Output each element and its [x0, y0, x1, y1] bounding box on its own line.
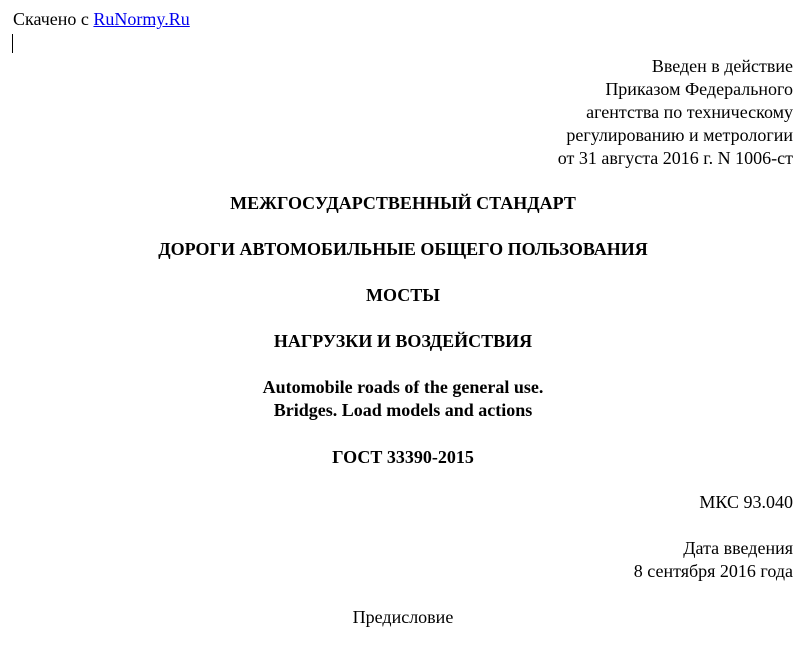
enactment-block [558, 55, 793, 170]
english-title [0, 376, 799, 422]
standard-type-heading: МЕЖГОСУДАРСТВЕННЫЙ СТАНДАРТ [230, 193, 576, 213]
enactment-line: регулированию и метрологии [566, 125, 793, 145]
title-line-3: НАГРУЗКИ И ВОЗДЕЙСТВИЯ [273, 331, 533, 351]
intro-date-value: 8 сентября 2016 года [633, 561, 793, 581]
intro-date-block [634, 537, 793, 583]
enactment-line: Приказом Федерального [605, 79, 793, 99]
title-line-2: МОСТЫ [366, 285, 440, 305]
mks-classification: МКС 93.040 [699, 492, 793, 512]
enactment-line: от 31 августа 2016 г. N 1006-ст [557, 148, 793, 168]
english-title-line-2: Bridges. Load models and actions [273, 400, 533, 420]
text-cursor [12, 34, 13, 53]
enactment-line: агентства по техническому [586, 102, 793, 122]
title-line-1: ДОРОГИ АВТОМОБИЛЬНЫЕ ОБЩЕГО ПОЛЬЗОВАНИЯ [158, 239, 648, 259]
source-site-link[interactable]: RuNormy.Ru [93, 9, 190, 29]
standard-code: ГОСТ 33390-2015 [332, 447, 474, 467]
enactment-line: Введен в действие [651, 56, 793, 76]
english-title-line-1: Automobile roads of the general use. [262, 377, 544, 397]
source-line [13, 8, 190, 30]
foreword-heading: Предисловие [352, 607, 454, 627]
downloaded-prefix: Скачено с [13, 9, 89, 29]
intro-date-label: Дата введения [683, 538, 793, 558]
